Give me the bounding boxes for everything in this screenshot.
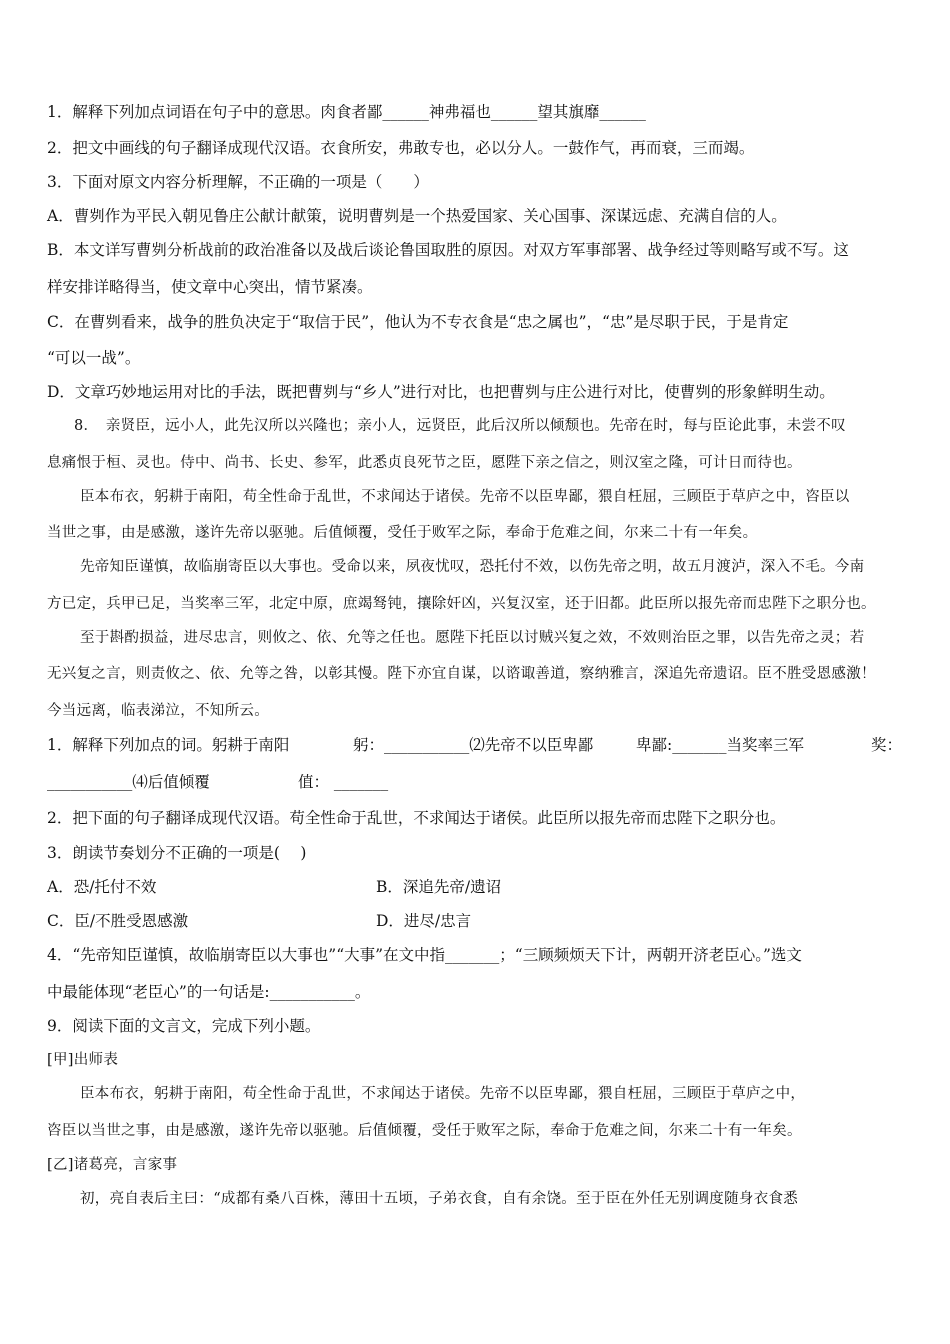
q8-sub1-line2: ___________⑷后值倾覆 — [47, 773, 210, 791]
q8-sub1-blank-beibi: 卑鄙:_______当奖率三军 — [636, 736, 804, 754]
q9-jia-line2: 咨臣以当世之事，由是感激，遂许先帝以驱驰。后值倾覆，受任于败军之际，奉命于危难之间，尔来二十有一年矣。 — [47, 1123, 802, 1139]
q8-para1-line2: 息痛恨于桓、灵也。侍中、尚书、长史、参军，此悉贞良死节之臣，愿陛下亲之信之，则汉室之隆，可计日而待也。 — [47, 455, 802, 471]
q8-sub3-option-d: D．进尽/忠言 — [376, 912, 472, 930]
prev-option-d: D．文章巧妙地运用对比的手法，既把曹刿与“乡人”进行对比，也把曹刿与庄公进行对比，使曹刿的形象鲜明生动。 — [47, 383, 835, 401]
q8-sub1-blank-gong: 躬：___________⑵先帝不以臣卑鄙 — [353, 736, 594, 754]
q8-sub3: 3．朗读节奏划分不正确的一项是( ) — [47, 844, 307, 862]
q8-para4-line2: 无兴复之言，则责攸之、依、允等之咎，以彰其慢。陛下亦宜自谋，以谘诹善道，察纳雅言，深追先帝遗诏。臣不胜受恩感激！ — [47, 666, 876, 682]
q9-jia-title: [甲]出师表 — [47, 1052, 119, 1068]
q9-intro: 9．阅读下面的文言文，完成下列小题。 — [47, 1017, 321, 1035]
q8-para2-line2: 当世之事，由是感激，遂许先帝以驱驰。后值倾覆，受任于败军之际，奉命于危难之间，尔来二十有一年矣。 — [47, 525, 758, 541]
q8-para1-line1: 8． 亲贤臣，远小人，此先汉所以兴隆也；亲小人，远贤臣，此后汉所以倾颓也。先帝在时，每与臣论此事，未尝不叹 — [74, 418, 846, 434]
q8-sub3-option-b: B．深追先帝/遗诏 — [376, 878, 502, 896]
prev-option-b-line1: B．本文详写曹刿分析战前的政治准备以及战后谈论鲁国取胜的原因。对双方军事部署、战争经过等则略写或不写。这 — [47, 241, 849, 259]
prev-question-2: 2．把文中画线的句子翻译成现代汉语。衣食所安，弗敢专也，必以分人。一鼓作气，再而衰，三而竭。 — [47, 139, 755, 157]
prev-question-3: 3．下面对原文内容分析理解，不正确的一项是（ ） — [47, 173, 429, 191]
prev-option-b-line2: 样安排详略得当，使文章中心突出，情节紧凑。 — [47, 278, 373, 296]
prev-question-1: 1．解释下列加点词语在句子中的意思。肉食者鄙______神弗福也______望其旗靡______ — [47, 103, 646, 121]
q8-sub4-line1: 4．“先帝知臣谨慎，故临崩寄臣以大事也”“大事”在文中指_______；“三顾频烦天下计，两朝开济老臣心。”选文 — [47, 946, 802, 964]
q8-para4-line1: 至于斟酌损益，进尽忠言，则攸之、依、允等之任也。愿陛下托臣以讨贼兴复之效，不效则治臣之罪，以告先帝之灵；若 — [80, 630, 865, 646]
prev-option-a: A．曹刿作为平民入朝见鲁庄公献计献策，说明曹刿是一个热爱国家、关心国事、深谋远虑、充满自信的人。 — [47, 207, 787, 225]
q8-sub3-option-c: C．臣/不胜受恩感激 — [47, 912, 189, 930]
q8-sub4-line2: 中最能体现“老臣心”的一句话是:___________。 — [47, 983, 371, 1001]
q8-para4-line3: 今当远离，临表涕泣，不知所云。 — [47, 703, 269, 719]
prev-option-c-line1: C．在曹刿看来，战争的胜负决定于“取信于民”，他认为不专衣食是“忠之属也”，“忠”是尽职于民，于是肯定 — [47, 313, 789, 331]
q8-sub2: 2．把下面的句子翻译成现代汉语。苟全性命于乱世，不求闻达于诸侯。此臣所以报先帝而忠陛下之职分也。 — [47, 809, 786, 827]
q9-yi-title: [乙]诸葛亮，言家事 — [47, 1157, 178, 1173]
q8-para3-line2: 方已定，兵甲已足，当奖率三军，北定中原，庶竭驽钝，攘除奸凶，兴复汉室，还于旧都。此臣所以报先帝而忠陛下之职分也。 — [47, 596, 876, 612]
q8-sub1-blank-jiang: 奖： — [871, 736, 903, 754]
q9-yi-line1: 初，亮自表后主曰：“成都有桑八百株，薄田十五顷，子弟衣食，自有余饶。至于臣在外任无别调度随身衣食悉 — [80, 1191, 799, 1207]
q8-para3-line1: 先帝知臣谨慎，故临崩寄臣以大事也。受命以来，夙夜忧叹，恐托付不效，以伤先帝之明，故五月渡泸，深入不毛。今南 — [80, 559, 865, 575]
q8-sub3-option-a: A．恐/托付不效 — [47, 878, 157, 896]
prev-option-c-line2: “可以一战”。 — [47, 349, 141, 367]
q8-sub1-stem: 1．解释下列加点的词。躬耕于南阳 — [47, 736, 290, 754]
q9-jia-line1: 臣本布衣，躬耕于南阳，苟全性命于乱世，不求闻达于诸侯。先帝不以臣卑鄙，猥自枉屈，三顾臣于草庐之中， — [80, 1086, 806, 1102]
q8-para2-line1: 臣本布衣，躬耕于南阳，苟全性命于乱世，不求闻达于诸侯。先帝不以臣卑鄙，猥自枉屈，三顾臣于草庐之中，咨臣以 — [80, 489, 850, 505]
q8-sub1-blank-zhi: 值： _______ — [298, 773, 389, 791]
